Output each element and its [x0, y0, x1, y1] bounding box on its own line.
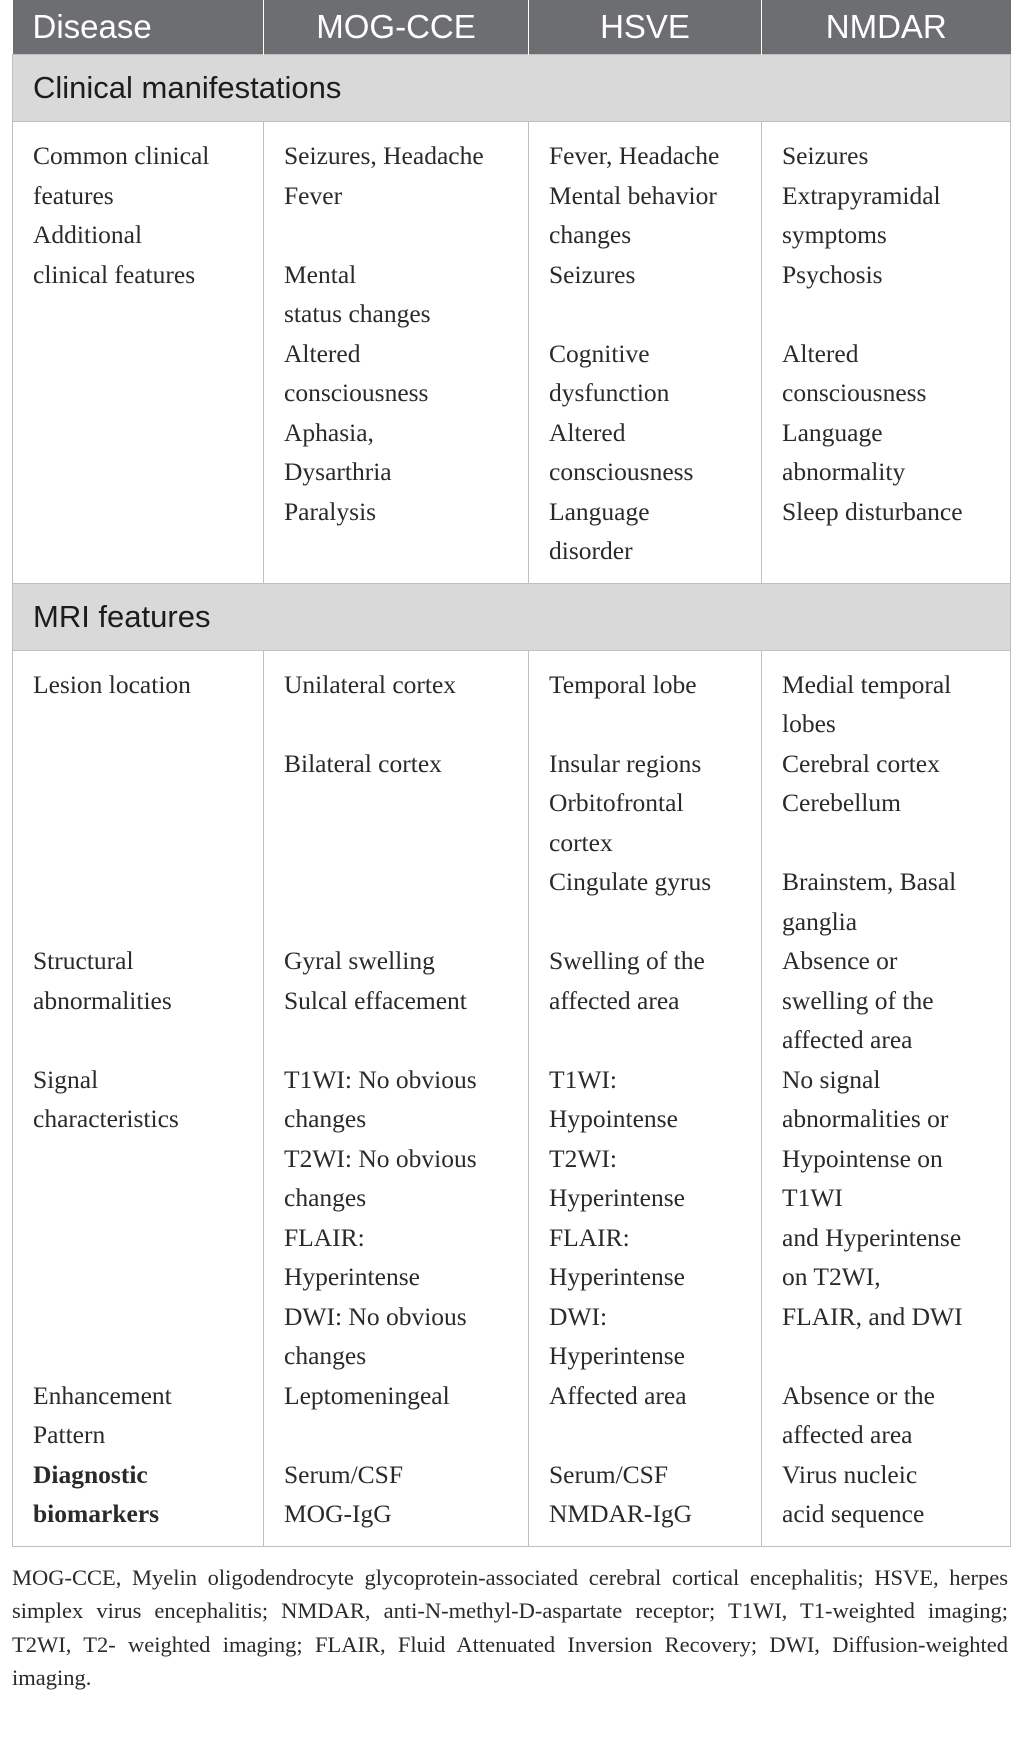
clinical-col3-line: changes — [549, 220, 632, 249]
section-row-mri — [13, 583, 1011, 650]
clinical-col3-cell — [529, 122, 762, 584]
mri-col3-line: Hypointense — [549, 1104, 678, 1133]
clinical-col4-line: Sleep disturbance — [782, 496, 963, 526]
mri-col1-line: characteristics — [33, 1104, 179, 1133]
mri-col4-line: Cerebral cortex — [782, 748, 940, 778]
header-disease: Disease — [13, 0, 264, 55]
clinical-col3-line: disorder — [549, 536, 633, 565]
clinical-col2-line: Altered — [284, 338, 361, 368]
mri-col3-line: cortex — [549, 827, 613, 857]
mri-col4-line: FLAIR, and DWI — [782, 1301, 963, 1331]
clinical-col1-line: Additional — [33, 220, 143, 249]
clinical-col4-line: Extrapyramidal — [782, 180, 941, 210]
mri-col4-line: affected area — [782, 1420, 913, 1449]
mri-col4-line: swelling of the — [782, 985, 934, 1015]
mri-col4-line: ganglia — [782, 906, 858, 936]
mri-col4-line: Hypointense on — [782, 1143, 943, 1173]
clinical-col1-line: clinical features — [33, 259, 196, 289]
clinical-col3-line: consciousness — [549, 457, 694, 486]
section-row-clinical — [13, 55, 1011, 122]
table-header-row — [13, 0, 1011, 55]
mri-col3-line: Temporal lobe — [549, 669, 697, 699]
mri-col4-cell — [762, 650, 1011, 1546]
mri-col4-line: abnormalities or — [782, 1104, 949, 1133]
clinical-col3-line: dysfunction — [549, 378, 670, 407]
clinical-col3-line: Seizures — [549, 259, 636, 289]
mri-col3-line: affected area — [549, 985, 680, 1015]
header-mog-cce: MOG-CCE — [264, 0, 529, 55]
mri-col4-line: acid sequence — [782, 1499, 925, 1528]
clinical-col4-line: Language — [782, 417, 883, 447]
comparison-table — [12, 0, 1011, 1547]
mri-col3-line: FLAIR: — [549, 1222, 630, 1252]
mri-col2-cell — [264, 650, 529, 1546]
clinical-col2-line: Aphasia, — [284, 417, 374, 447]
mri-col2-line: changes — [284, 1183, 367, 1212]
mri-col2-line: T2WI: No obvious — [284, 1143, 477, 1173]
clinical-col2-line: Dysarthria — [284, 457, 392, 486]
mri-col2-line: Unilateral cortex — [284, 669, 457, 699]
mri-col3-line: Hyperintense — [549, 1262, 685, 1291]
mri-col3-line: Cingulate gyrus — [549, 867, 712, 896]
mri-col3-line: Insular regions — [549, 748, 702, 778]
table-footnote: MOG-CCE, Myelin oligodendrocyte glycoprotein-associated cerebral cortical encephalitis; HSVE, herpes simplex virus encephalitis; NMDAR, anti-N-methyl-D-aspartate receptor; T1WI, T1-weighted imaging; T2WI, T2- weighted imaging; FLAIR, Fluid Attenuated Inversion Recovery; DWI, Diffusion-weighted imaging. — [12, 1564, 1008, 1690]
mri-col4-line: Absence or — [782, 946, 898, 975]
mri-col2-line: Sulcal effacement — [284, 985, 467, 1015]
mri-col4-line: Virus nucleic — [782, 1459, 918, 1489]
clinical-col2-line: Mental — [284, 259, 357, 289]
mri-col1-cell — [13, 650, 264, 1546]
clinical-col2-line: consciousness — [284, 378, 429, 407]
clinical-col4-line: consciousness — [782, 378, 927, 407]
mri-col3-line: Hyperintense — [549, 1183, 685, 1212]
mri-col1-line: Pattern — [33, 1420, 106, 1449]
mri-col1-line: Signal — [33, 1064, 99, 1094]
clinical-col3-line: Language — [549, 496, 650, 526]
mri-col2-line: changes — [284, 1341, 367, 1370]
clinical-col4-line: Altered — [782, 338, 859, 368]
clinical-col2-line: Fever — [284, 180, 343, 210]
mri-col3-line: Serum/CSF — [549, 1459, 669, 1489]
clinical-col2-line: Seizures, Headache — [284, 141, 484, 170]
mri-col2-line: Gyral swelling — [284, 946, 435, 975]
mri-col3-cell — [529, 650, 762, 1546]
mri-col4-line: Medial temporal — [782, 669, 952, 699]
clinical-col1-line: features — [33, 180, 114, 210]
clinical-col3-line: Cognitive — [549, 338, 650, 368]
mri-col2-line: Bilateral cortex — [284, 748, 442, 778]
mri-col1-line: abnormalities — [33, 985, 172, 1015]
clinical-col4-line: Seizures — [782, 141, 869, 170]
clinical-col3-line: Fever, Headache — [549, 141, 720, 170]
clinical-col2-line: Paralysis — [284, 496, 377, 526]
mri-col4-line: affected area — [782, 1025, 913, 1054]
mri-col2-line: T1WI: No obvious — [284, 1064, 477, 1094]
header-nmdar: NMDAR — [762, 0, 1011, 55]
mri-col4-line: on T2WI, — [782, 1262, 881, 1291]
mri-col3-line: T1WI: — [549, 1064, 617, 1094]
mri-col3-line: NMDAR-IgG — [549, 1499, 693, 1528]
mri-col3-line: Swelling of the — [549, 946, 705, 975]
mri-col2-line: FLAIR: — [284, 1222, 365, 1252]
mri-col3-line: Orbitofrontal — [549, 788, 684, 817]
mri-col2-line: Serum/CSF — [284, 1459, 404, 1489]
clinical-col3-line: Altered — [549, 417, 626, 447]
mri-col1-line: Diagnostic — [33, 1459, 148, 1489]
mri-col4-line: No signal — [782, 1064, 881, 1094]
section-title-clinical: Clinical manifestations — [13, 55, 1011, 122]
clinical-col3-line: Mental behavior — [549, 180, 717, 210]
mri-col2-line: Hyperintense — [284, 1262, 420, 1291]
clinical-col4-cell — [762, 122, 1011, 584]
clinical-col1-line: Common clinical — [33, 141, 210, 170]
clinical-col1-cell — [13, 122, 264, 584]
mri-col4-line: lobes — [782, 709, 836, 738]
mri-col4-line: Brainstem, Basal — [782, 867, 957, 896]
section-title-mri: MRI features — [13, 583, 1011, 650]
mri-col3-line: DWI: — [549, 1301, 608, 1331]
mri-col4-line: T1WI — [782, 1183, 843, 1212]
clinical-col2-line: status changes — [284, 299, 431, 328]
mri-col2-line: Leptomeningeal — [284, 1380, 450, 1410]
mri-col1-line: Lesion location — [33, 669, 191, 699]
clinical-col2-cell — [264, 122, 529, 584]
document — [12, 0, 1010, 1695]
table-row-mri — [13, 650, 1011, 1546]
mri-col3-line: T2WI: — [549, 1143, 617, 1173]
clinical-col4-line: symptoms — [782, 220, 887, 249]
mri-col4-line: and Hyperintense — [782, 1222, 962, 1252]
header-hsve: HSVE — [529, 0, 762, 55]
mri-col2-line: DWI: No obvious — [284, 1301, 467, 1331]
mri-col2-line: MOG-IgG — [284, 1499, 392, 1528]
mri-col4-line: Absence or the — [782, 1380, 935, 1410]
mri-col1-line: Structural — [33, 946, 134, 975]
mri-col4-line: Cerebellum — [782, 788, 901, 817]
table-row-clinical — [13, 122, 1011, 584]
mri-col3-line: Affected area — [549, 1380, 687, 1410]
mri-col1-line: biomarkers — [33, 1499, 160, 1528]
clinical-col4-line: abnormality — [782, 457, 906, 486]
mri-col2-line: changes — [284, 1104, 367, 1133]
clinical-col4-line: Psychosis — [782, 259, 883, 289]
mri-col3-line: Hyperintense — [549, 1341, 685, 1370]
mri-col1-line: Enhancement — [33, 1380, 172, 1410]
